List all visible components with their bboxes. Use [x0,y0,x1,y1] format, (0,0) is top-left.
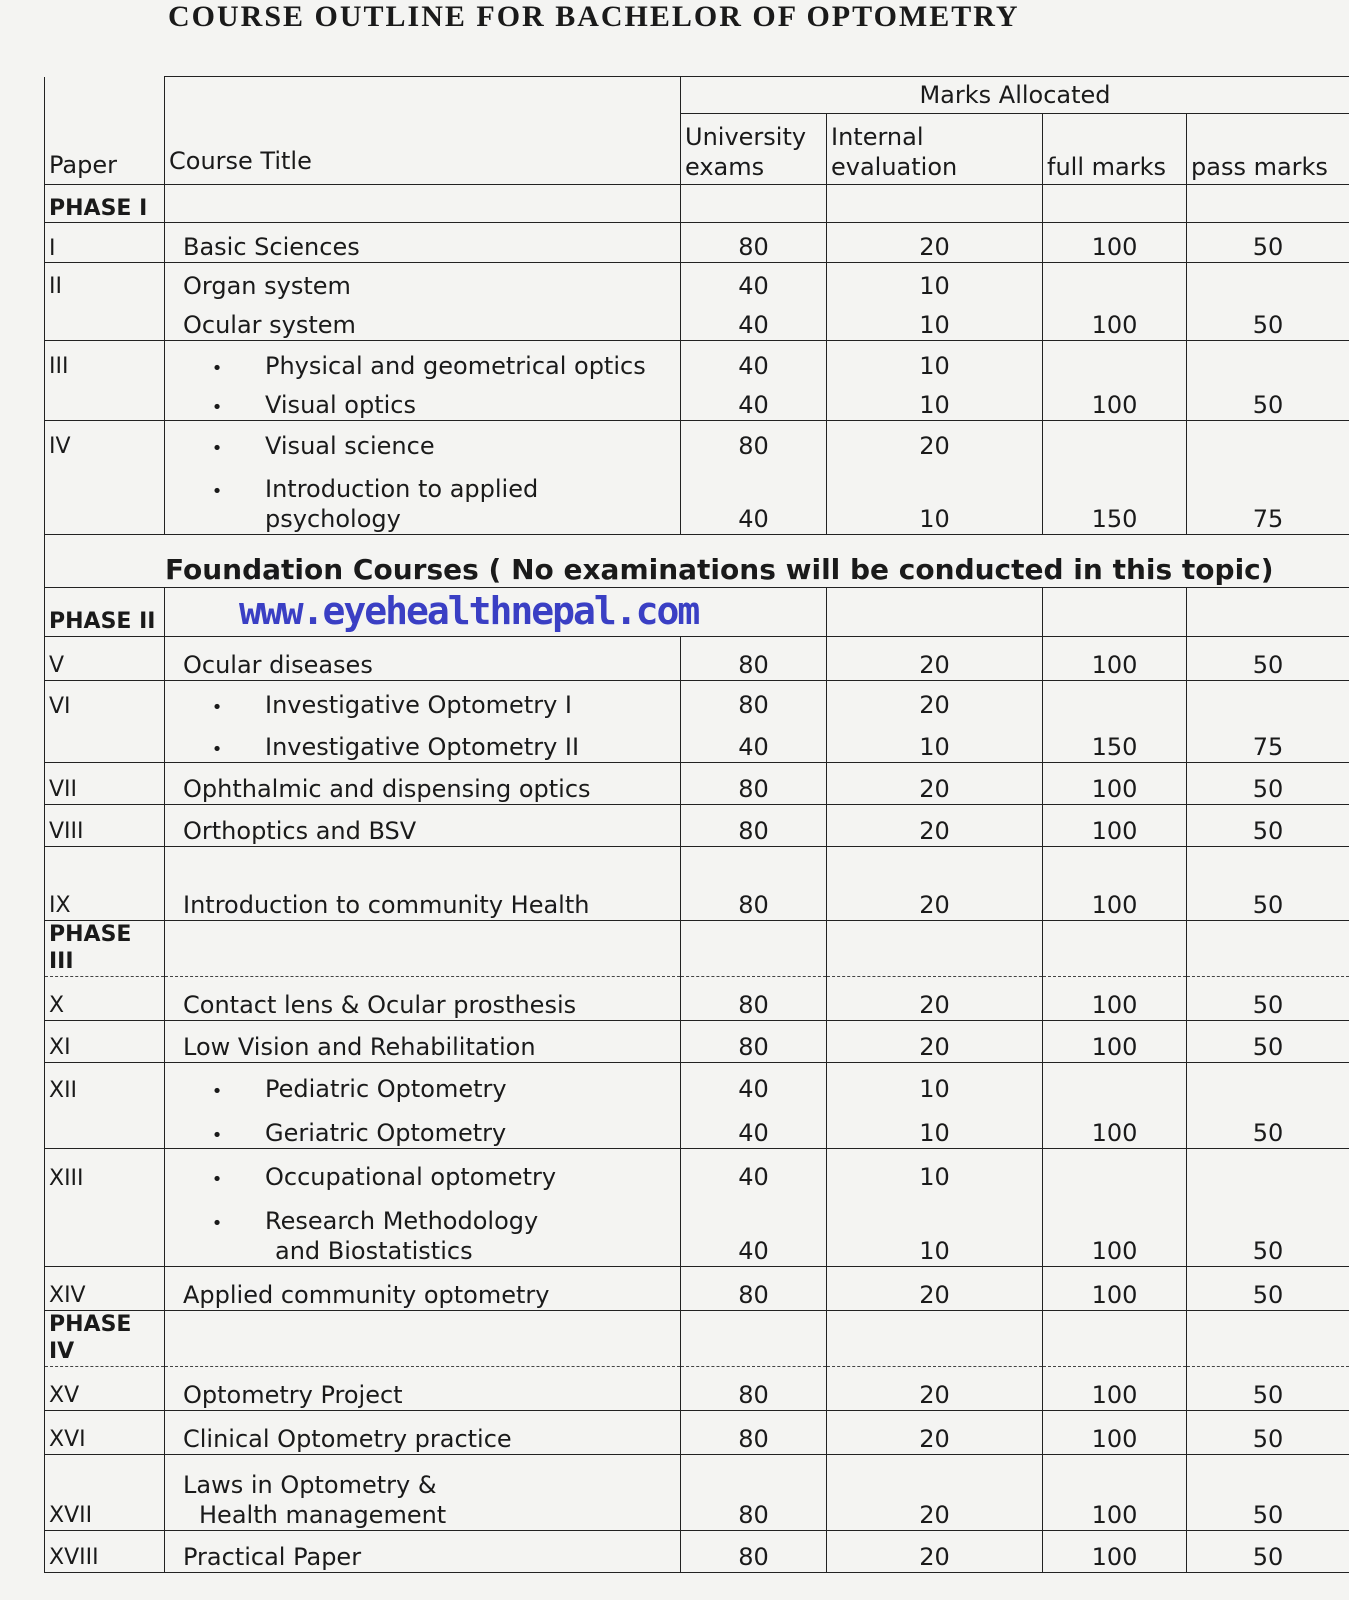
course-title: Ophthalmic and dispensing optics [165,762,681,804]
header-paper: Paper [45,77,165,185]
pass-marks: 50 [1187,636,1349,680]
full-marks: 100 [1043,804,1187,846]
course-title-item [165,1062,681,1104]
course-title: Ocular diseases [165,636,681,680]
course-title: Occupational optometry [265,1163,557,1191]
pass-marks: 75 [1187,461,1349,535]
university-exams: 40 [681,381,827,421]
bullet-icon: • [211,437,223,459]
header-university-exams: University exams [681,114,827,185]
paper-number: III [45,341,165,381]
header-internal-evaluation: Internal evaluation [827,114,1043,185]
full-marks: 100 [1043,1266,1187,1310]
full-marks: 100 [1043,1454,1187,1530]
course-title: Geriatric Optometry [265,1118,507,1147]
course-title: Low Vision and Rehabilitation [165,1020,681,1062]
pass-marks: 50 [1187,1454,1349,1530]
table-row [45,301,1349,341]
paper-number: XI [45,1020,165,1062]
internal-evaluation: 20 [827,762,1043,804]
pass-marks: 50 [1187,1266,1349,1310]
phase-row [45,588,1349,637]
course-title: Organ system [165,263,681,301]
internal-evaluation: 10 [827,341,1043,381]
internal-evaluation: 10 [827,1104,1043,1148]
university-exams: 80 [681,1530,827,1572]
course-title: Applied community optometry [165,1266,681,1310]
phase-row [45,920,1349,976]
university-exams: 80 [681,223,827,263]
watermark-text: www.eyehealthnepal.com [239,589,699,633]
university-exams: 80 [681,1454,827,1530]
foundation-row [45,535,1349,588]
internal-evaluation: 10 [827,381,1043,421]
phase-label: PHASE II [45,588,165,637]
pass-marks: 50 [1187,1104,1349,1148]
university-exams: 80 [681,636,827,680]
course-title-item [165,680,681,720]
table-row [45,1410,1349,1454]
course-title: Ocular system [165,301,681,341]
university-exams: 80 [681,1266,827,1310]
course-title-item [165,1454,681,1530]
pass-marks: 50 [1187,301,1349,341]
paper-number: I [45,223,165,263]
table-row [45,1454,1349,1530]
paper-number: XVI [45,1410,165,1454]
university-exams: 40 [681,263,827,301]
internal-evaluation: 20 [827,1530,1043,1572]
paper-number: XV [45,1366,165,1410]
university-exams: 40 [681,1104,827,1148]
internal-evaluation: 20 [827,680,1043,720]
pass-marks: 50 [1187,846,1349,920]
table-row [45,461,1349,535]
university-exams: 80 [681,1020,827,1062]
university-exams: 80 [681,421,827,461]
university-exams: 80 [681,762,827,804]
internal-evaluation: 20 [827,1366,1043,1410]
course-title: Laws in Optometry & [183,1470,437,1499]
pass-marks: 50 [1187,1530,1349,1572]
table-row [45,976,1349,1020]
internal-evaluation: 20 [827,1454,1043,1530]
pass-marks: 50 [1187,762,1349,804]
course-title: Practical Paper [165,1530,681,1572]
course-title: Clinical Optometry practice [165,1410,681,1454]
internal-evaluation: 10 [827,720,1043,762]
table-row [45,720,1349,762]
full-marks: 100 [1043,1104,1187,1148]
table-row [45,223,1349,263]
phase-row [45,1310,1349,1366]
table-row [45,1366,1349,1410]
pass-marks: 50 [1187,804,1349,846]
pass-marks: 50 [1187,1366,1349,1410]
course-title-item [165,1192,681,1266]
internal-evaluation: 20 [827,1266,1043,1310]
internal-evaluation: 20 [827,421,1043,461]
course-outline-table [44,76,1349,1573]
course-title-item [165,381,681,421]
university-exams: 40 [681,1192,827,1266]
university-exams: 40 [681,341,827,381]
course-title: Introduction to community Health [165,846,681,920]
phase-label: PHASE I [45,185,165,223]
course-title: Physical and geometrical optics [265,351,646,380]
bullet-icon: • [211,481,223,502]
paper-number: V [45,636,165,680]
pass-marks: 50 [1187,381,1349,421]
document-title: COURSE OUTLINE FOR BACHELOR OF OPTOMETRY [168,0,1020,33]
table-row [45,680,1349,720]
table-row [45,846,1349,920]
university-exams: 80 [681,846,827,920]
full-marks: 100 [1043,301,1187,341]
internal-evaluation: 20 [827,636,1043,680]
university-exams: 40 [681,1062,827,1104]
course-title-cont: Health management [199,1500,447,1529]
course-title: Research Methodology [265,1206,539,1235]
header-pass-marks: pass marks [1187,114,1349,185]
table-row [45,1104,1349,1148]
course-title: Optometry Project [165,1366,681,1410]
internal-evaluation: 20 [827,976,1043,1020]
bullet-icon: • [211,357,223,379]
full-marks: 100 [1043,1530,1187,1572]
course-title: Orthoptics and BSV [165,804,681,846]
internal-evaluation: 10 [827,301,1043,341]
course-title-cont: and Biostatistics [275,1236,473,1265]
paper-number: II [45,263,165,301]
table-row [45,1020,1349,1062]
table-row [45,1266,1349,1310]
table-row [45,1062,1349,1104]
paper-number: VI [45,680,165,720]
pass-marks: 50 [1187,1020,1349,1062]
course-title-cont: psychology [265,505,401,533]
header-full-marks: full marks [1043,114,1187,185]
bullet-icon: • [211,738,223,760]
course-title-item [165,720,681,762]
course-title: Contact lens & Ocular prosthesis [165,976,681,1020]
full-marks: 100 [1043,1192,1187,1266]
internal-evaluation: 10 [827,1148,1043,1192]
university-exams: 80 [681,1410,827,1454]
table-row [45,421,1349,461]
bullet-icon: • [211,1081,223,1102]
course-title-item [165,1148,681,1192]
paper-number: IX [45,846,165,920]
phase-label: PHASE III [45,920,165,976]
bullet-icon: • [211,1212,223,1234]
watermark-cell [165,588,827,637]
table-row [45,263,1349,301]
pass-marks: 50 [1187,1410,1349,1454]
internal-evaluation: 20 [827,1020,1043,1062]
header-marks-allocated: Marks Allocated [681,77,1349,114]
course-title: Visual science [265,431,435,460]
bullet-icon: • [211,1169,223,1190]
paper-number: VII [45,762,165,804]
table-row [45,1192,1349,1266]
phase-row [45,185,1349,223]
phase-label: PHASE IV [45,1310,165,1366]
internal-evaluation: 20 [827,223,1043,263]
table-row [45,381,1349,421]
university-exams: 80 [681,804,827,846]
pass-marks: 50 [1187,976,1349,1020]
paper-number: XVIII [45,1530,165,1572]
full-marks: 150 [1043,720,1187,762]
course-title: Pediatric Optometry [265,1075,507,1103]
university-exams: 40 [681,461,827,535]
internal-evaluation: 10 [827,461,1043,535]
table-row [45,1530,1349,1572]
internal-evaluation: 20 [827,846,1043,920]
paper-number: XVII [45,1454,165,1530]
university-exams: 80 [681,680,827,720]
internal-evaluation: 10 [827,1192,1043,1266]
paper-number: IV [45,421,165,461]
full-marks: 100 [1043,1020,1187,1062]
header-row-top [45,77,1349,114]
course-title: Introduction to applied [265,475,539,503]
course-title-item [165,421,681,461]
university-exams: 40 [681,301,827,341]
paper-number: X [45,976,165,1020]
paper-number: XIV [45,1266,165,1310]
course-title: Visual optics [265,391,416,419]
bullet-icon: • [211,697,223,718]
full-marks: 100 [1043,846,1187,920]
full-marks: 100 [1043,762,1187,804]
university-exams: 80 [681,976,827,1020]
table-row [45,1148,1349,1192]
full-marks: 100 [1043,381,1187,421]
header-course-title: Course Title [165,77,681,185]
table-row [45,762,1349,804]
course-title: Basic Sciences [165,223,681,263]
pass-marks: 75 [1187,720,1349,762]
internal-evaluation: 10 [827,1062,1043,1104]
internal-evaluation: 20 [827,1410,1043,1454]
table-row [45,636,1349,680]
course-title-item [165,341,681,381]
table-row [45,341,1349,381]
pass-marks: 50 [1187,223,1349,263]
full-marks: 100 [1043,1366,1187,1410]
paper-number: VIII [45,804,165,846]
internal-evaluation: 20 [827,804,1043,846]
course-title: Investigative Optometry II [265,732,580,761]
pass-marks: 50 [1187,1192,1349,1266]
full-marks: 100 [1043,636,1187,680]
internal-evaluation: 10 [827,263,1043,301]
bullet-icon: • [211,397,223,418]
paper-number: XIII [45,1148,165,1192]
course-title-item [165,461,681,535]
table-row [45,804,1349,846]
foundation-note: Foundation Courses ( No examinations will be conducted in this topic) [45,535,1349,588]
paper-number: XII [45,1062,165,1104]
university-exams: 40 [681,1148,827,1192]
full-marks: 100 [1043,976,1187,1020]
university-exams: 80 [681,1366,827,1410]
university-exams: 40 [681,720,827,762]
course-title: Investigative Optometry I [265,691,573,719]
course-title-item [165,1104,681,1148]
full-marks: 100 [1043,223,1187,263]
bullet-icon: • [211,1124,223,1146]
full-marks: 150 [1043,461,1187,535]
full-marks: 100 [1043,1410,1187,1454]
